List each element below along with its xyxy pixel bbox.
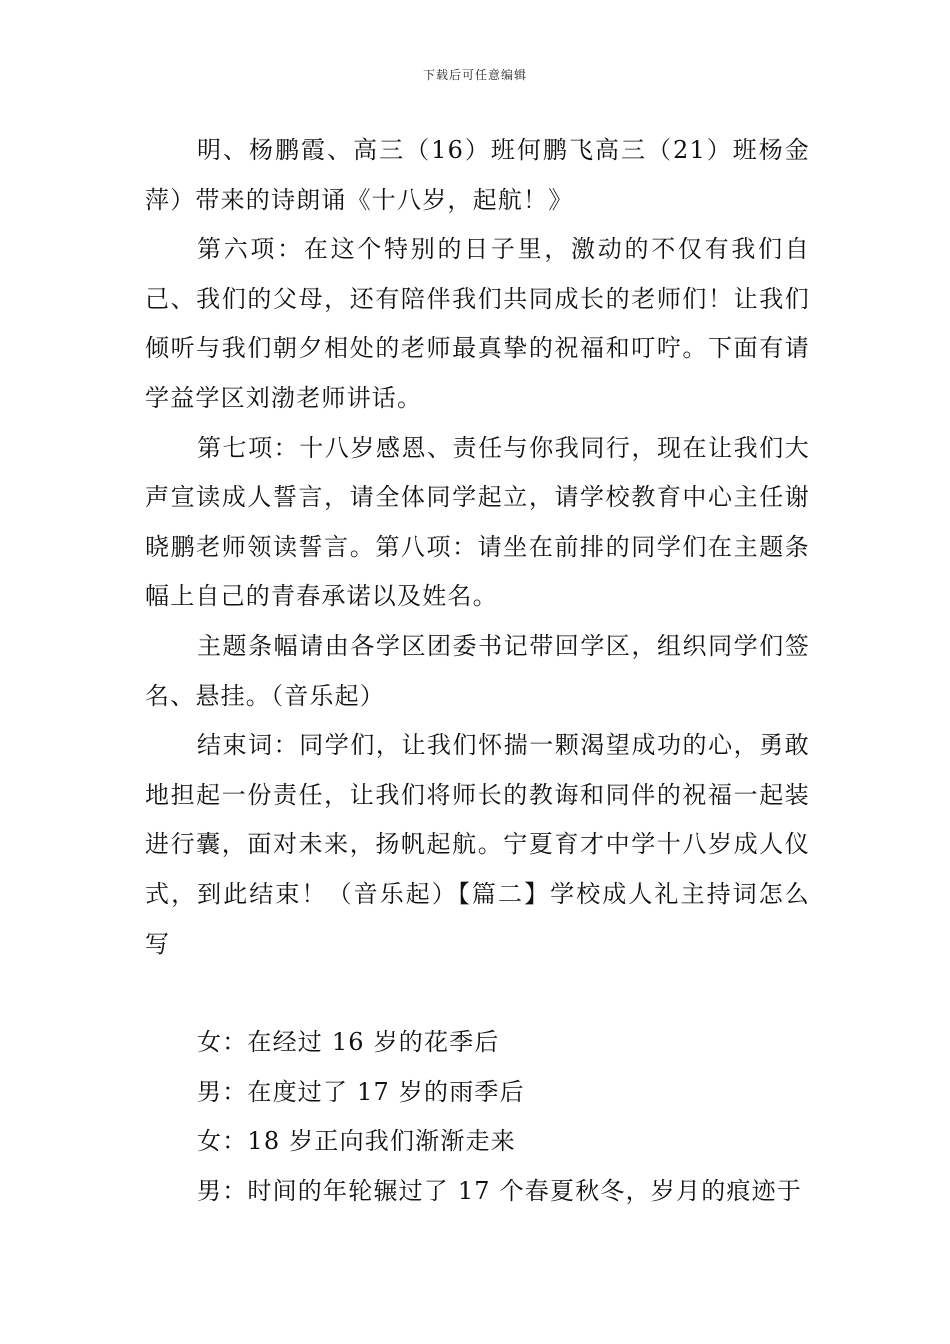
page-header-note: 下载后可任意编辑 — [422, 68, 527, 82]
document-body — [145, 126, 810, 1216]
dialogue-line: 女：18 岁正向我们渐渐走来 — [197, 1127, 516, 1156]
dialogue-line: 男：时间的年轮辗过了 17 个春夏秋冬，岁月的痕迹于 — [197, 1176, 802, 1205]
paragraph-closing: 结束词：同学们，让我们怀揣一颗渴望成功的心，勇敢地担起一份责任，让我们将师长的教诲和同伴的祝福一起装进行囊，面对未来，扬帆起航。宁夏育才中学十八岁成人仪式，到此结束！（音乐起）【篇二】学校成人礼主持词怎么写 — [145, 731, 810, 958]
paragraph-banner: 主题条幅请由各学区团委书记带回学区，组织同学们签名、悬挂。（音乐起） — [145, 631, 810, 710]
paragraph-item-six: 第六项：在这个特别的日子里，激动的不仅有我们自己、我们的父母，还有陪伴我们共同成长的老师们！让我们倾听与我们朝夕相处的老师最真挚的祝福和叮咛。下面有请学益学区刘渤老师讲话。 — [145, 235, 810, 412]
blank-line — [145, 969, 810, 1018]
dialogue-line: 女：在经过 16 岁的花季后 — [197, 1028, 500, 1057]
paragraph-poem-reading: 明、杨鹏霞、高三（16）班何鹏飞高三（21）班杨金萍）带来的诗朗诵《十八岁，起航！》 — [145, 136, 810, 214]
paragraph-item-seven: 第七项：十八岁感恩、责任与你我同行，现在让我们大声宣读成人誓言，请全体同学起立，请学校教育中心主任谢晓鹏老师领读誓言。第八项：请坐在前排的同学们在主题条幅上自己的青春承诺以及姓名。 — [145, 433, 810, 611]
dialogue-line: 男：在度过了 17 岁的雨季后 — [197, 1077, 525, 1106]
